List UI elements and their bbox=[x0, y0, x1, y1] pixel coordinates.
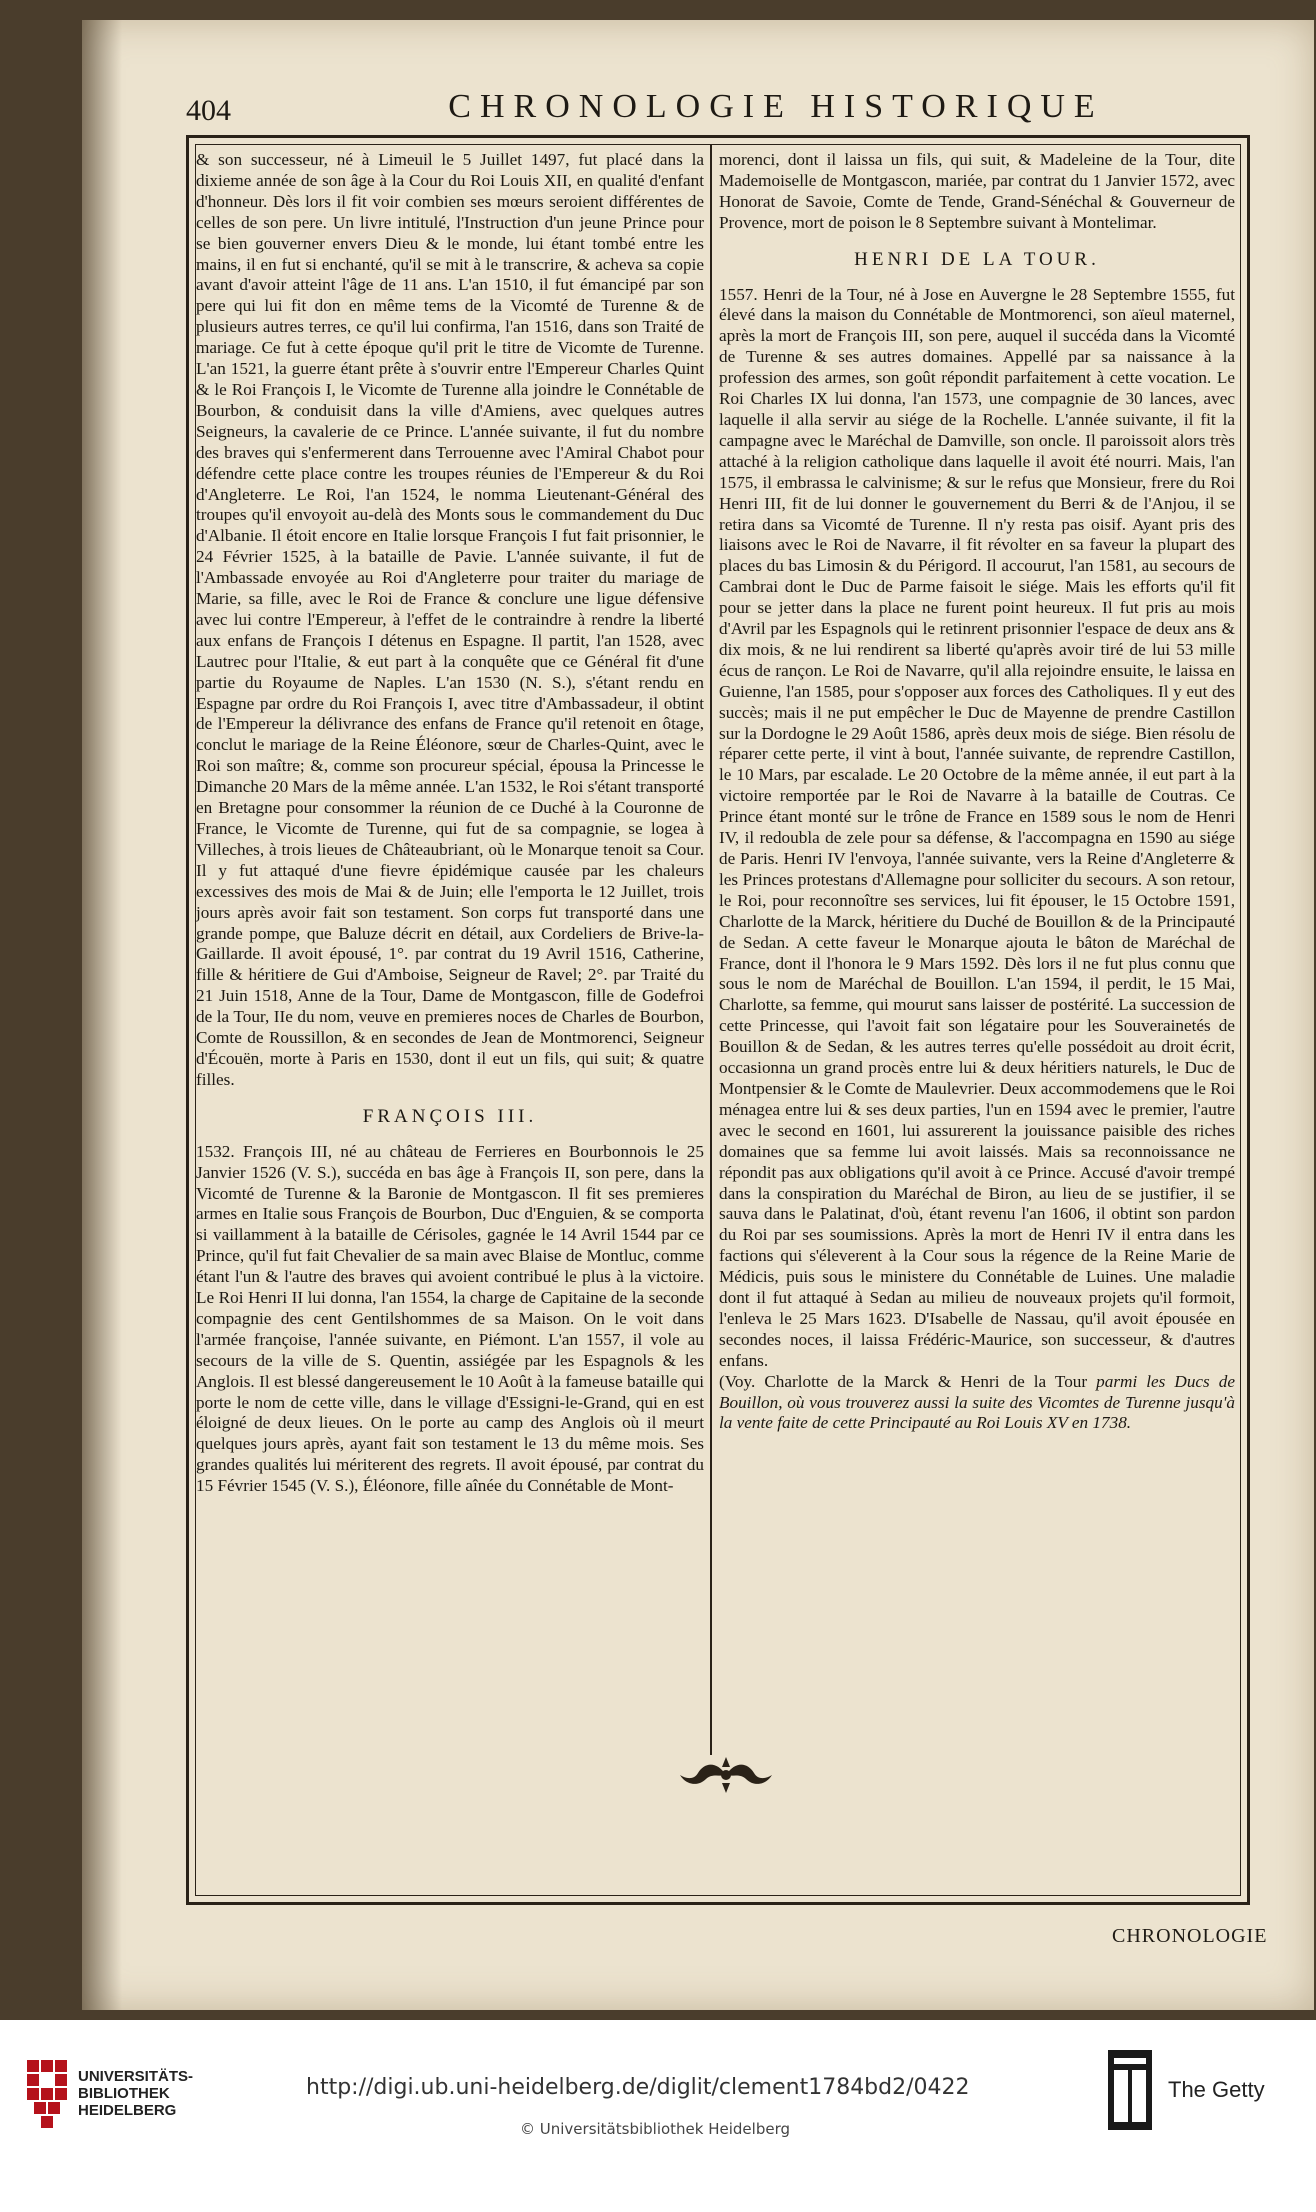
note-lead: (Voy. Charlotte de la Marck & Henri de la Tour bbox=[719, 1371, 1088, 1391]
left-paragraph-1: & son successeur, né à Limeuil le 5 Juillet 1497, fut placé dans la dixieme année de son âge à la Cour du Roi Louis XII, en qualité d'enfant d'honneur. Dès lors il fit voir combien ses mœurs seroient différentes de celles de son pere. Un livre intitulé, l'Instruction d'un jeune Prince pour se bien gouverner envers Dieu & le monde, lui étant tombé entre les mains, il en fut si enchanté, qu'il se mit à le transcrire, & acheva sa copie avant d'avoir atteint l'âge de 11 ans. L'an 1510, il fut émancipé par son pere qui lui fit don en même tems de la Vicomté de Turenne & de plusieurs autres terres, ce qu'il lui confirma, l'an 1516, dans son Traité de mariage. Ce fut à cette époque qu'il prit le titre de Vicomte de Turenne. L'an 1521, la guerre étant prête à s'ouvrir entre l'Empereur Charles Quint & le Roi François I, le Vicomte de Turenne alla joindre le Connétable de Bourbon, & conduisit dans la ville d'Amiens, avec quelques autres Seigneurs, la cavalerie de ce Prince. L'année suivante, il fut du nombre des braves qui s'enfermerent dans Terrouenne avec l'Amiral Chabot pour défendre cette place contre les troupes réunies de l'Empereur & du Roi d'Angleterre. Le Roi, l'an 1524, le nomma Lieutenant-Général des troupes qu'il envoyoit au-delà des Monts sous le commandement du Duc d'Albanie. Il étoit encore en Italie lorsque François I fut fait prisonnier, le 24 Février 1525, à la bataille de Pavie. L'année suivante, il fut de l'Ambassade envoyée au Roi d'Angleterre pour traiter du mariage de Marie, sa fille, avec le Roi de France & conclure une ligue défensive avec lui contre l'Empereur, à l'effet de le contraindre à rendre la liberté aux enfans de François I détenus en Espagne. Il partit, l'an 1528, avec Lautrec pour l'Italie, & eut part à la conquête que ce Général fit d'une partie du Royaume de Naples. L'an 1530 (N. S.), s'étant rendu en Espagne par ordre du Roi François I, avec titre d'Ambassadeur, il obtint de l'Empereur la délivrance des enfans de France qu'il retenoit en ôtage, conclut le mariage de la Reine Éléonore, sœur de Charles-Quint, avec le Roi son maître; &, comme son procureur spécial, épousa la Princesse le Dimanche 20 Mars de la même année. L'an 1532, le Roi s'étant transporté en Bretagne pour consommer la réunion de ce Duché à la Couronne de France, le Vicomte de Turenne, qui fut de sa compagnie, se logea à Villeches, à trois lieues de Châteaubriant, où le Monarque tenoit sa Cour. Il y fut attaqué d'une fievre épidémique causée par les chaleurs excessives des mois de Mai & de Juin; elle l'emporta le 12 Juillet, trois jours après avoir fait son testament. Son corps fut transporté dans une grande pompe, que Baluze décrit en détail, aux Cordeliers de Brive-la-Gaillarde. Il avoit épousé, 1°. par contrat du 19 Avril 1516, Catherine, fille & héritiere de Gui d'Amboise, Seigneur de Ravel; 2°. par Traité du 21 Juin 1518, Anne de la Tour, Dame de Montgascon, fille de Godefroi de la Tour, IIe du nom, veuve en premieres noces de Charles de Bourbon, Comte de Roussillon, & en secondes de Jean de Montmorenci, Seigneur d'Écouën, morte à Paris en 1530, dont il eut un fils, qui suit; & quatre filles. bbox=[196, 150, 704, 1089]
right-paragraph-2: 1557. Henri de la Tour, né à Jose en Auvergne le 28 Septembre 1555, fut élevé dans la maison du Connétable de Montmorenci, son aïeul maternel, après la mort de François III, son pere, auquel il succéda dans la Vicomté de Turenne & ses autres domaines. Appellé par sa naissance à la profession des armes, son goût répondit parfaitement à cette vocation. Le Roi Charles IX lui donna, l'an 1573, une compagnie de 30 lances, avec laquelle il alla servir au siége de la Rochelle. L'année suivante, il fit la campagne avec le Maréchal de Damville, son oncle. Il paroissoit alors très attaché à la religion catholique dans laquelle il avoit été nourri. Mais, l'an 1575, il embrassa le calvinisme; & sur le refus que Monsieur, frere du Roi Henri III, fit de lui donner le gouvernement du Berri & de l'Anjou, il se retira dans sa Vicomté de Turenne. Il n'y resta pas oisif. Ayant pris des liaisons avec le Roi de Navarre, il fit révolter en sa faveur la plupart des places du bas Limosin & du Périgord. Il accourut, l'an 1581, au secours de Cambrai dont le Duc de Parme faisoit le siége. Mais les efforts qu'il fit pour se jetter dans la place ne furent point heureux. Il fut pris au mois d'Avril par les Espagnols qui le retinrent prisonnier l'espace de deux ans & dix mois, & ne lui rendirent sa liberté qu'après avoir tiré de lui 53 mille écus de rançon. Le Roi de Navarre, qu'il alla rejoindre ensuite, le laissa en Guienne, l'an 1585, pour s'opposer aux forces des Catholiques. Il y eut des succès; mais il ne put empêcher le Duc de Mayenne de prendre Castillon sur la Dordogne le 29 Août 1586, après deux mois de siége. Bien résolu de réparer cette perte, il vint à bout, l'année suivante, de reprendre Castillon, le 10 Mars, par escalade. Le 20 Octobre de la même année, il eut part à la victoire remportée par le Roi de Navarre à la bataille de Coutras. Ce Prince étant monté sur le trône de France en 1589 sous le nom de Henri IV, il redoubla de zele pour sa défense, & l'accompagna en 1590 au siége de Paris. Henri IV l'envoya, l'année suivante, vers la Reine d'Angleterre & les Princes protestans d'Allemagne pour solliciter du secours. A son retour, le Roi, pour reconnoître ses services, lui fit épouser, le 15 Octobre 1591, Charlotte de la Marck, héritiere du Duché de Bouillon & de la Principauté de Sedan. A cette faveur le Monarque ajouta le bâton de Maréchal de France, dont il l'honora le 9 Mars 1592. Dès lors il ne fut plus connu que sous le nom de Maréchal de Bouillon. L'an 1594, il perdit, le 15 Mai, Charlotte, sa femme, qui mourut sans laisser de postérité. La succession de cette Princesse, qui l'avoit fait son légataire pour les Souverainetés de Bouillon & de Sedan, & les autres terres qu'elle possédoit au droit écrit, occasionna un grand procès entre lui & deux héritiers naturels, le Duc de Montpensier & le Comte de Maulevrier. Deux accommodemens que le Roi ménagea entre lui & ses deux parties, l'un en 1594 avec le premier, l'autre avec le second en 1601, lui assurerent la jouissance paisible des riches domaines que sa femme lui avoit laissés. Mais sa reconnoissance ne répondit pas aux obligations qu'il avoit à ce Prince. Accusé d'avoir trempé dans la conspiration du Maréchal de Biron, au lieu de se justifier, il se sauva dans le Palatinat, d'où, étant revenu l'an 1606, il obtint son pardon du Roi par ses soumissions. Après la mort de Henri IV il entra dans les factions qui s'éleverent à la Cour sous la régence de la Reine Marie de Médicis, puis sous le ministere du Connétable de Luines. Une maladie dont il fut attaqué à Sedan au milieu de nouveaux projets qu'il formoit, l'enleva le 25 Mars 1623. D'Isabelle de Nassau, qu'il avoit épousée en secondes noces, il laissa Frédéric-Maurice, son successeur, & d'autres enfans. bbox=[719, 284, 1235, 1370]
catchword: CHRONOLOGIE bbox=[1112, 1925, 1268, 1947]
partner-name: The Getty bbox=[1168, 2077, 1265, 2102]
page-number: 404 bbox=[186, 94, 231, 127]
running-title: CHRONOLOGIE HISTORIQUE bbox=[448, 88, 1104, 125]
library-name-line-3: HEIDELBERG bbox=[78, 2102, 177, 2119]
university-library-logo-icon bbox=[25, 2058, 71, 2130]
getty-logo-icon bbox=[1108, 2050, 1152, 2130]
left-column bbox=[196, 150, 704, 1497]
library-name bbox=[78, 2068, 193, 2119]
page-header bbox=[186, 88, 1250, 132]
right-paragraph-1: morenci, dont il laissa un fils, qui suit, & Madeleine de la Tour, dite Mademoiselle de Montgascon, mariée, par contrat du 1 Janvier 1572, avec Honorat de Savoie, Comte de Tende, Grand-Sénéchal & Gouverneur de Provence, mort de poison le 8 Septembre suivant à Montelimar. bbox=[719, 150, 1235, 232]
column-rule bbox=[710, 145, 712, 1755]
viewer-footer bbox=[0, 2020, 1316, 2212]
library-name-line-2: BIBLIOTHEK bbox=[78, 2085, 170, 2102]
right-column bbox=[719, 150, 1235, 1434]
printer-ornament-icon bbox=[676, 1755, 776, 1795]
section-heading-francois-iii: FRANÇOIS III. bbox=[362, 1105, 538, 1127]
copyright-notice: © Universitätsbibliothek Heidelberg bbox=[520, 2120, 791, 2138]
section-heading-henri-de-la-tour: HENRI DE LA TOUR. bbox=[854, 248, 1100, 270]
page-gutter-shadow bbox=[82, 20, 122, 2010]
right-note bbox=[719, 1372, 1235, 1435]
note-italic: parmi les Ducs de Bouillon, où vous trouverez aussi la suite des Vicomtes de Turenne jusqu'à la vente faite de cette Principauté au Roi Louis XV en 1738. bbox=[719, 1371, 1235, 1433]
permalink-url[interactable]: http://digi.ub.uni-heidelberg.de/diglit/clement1784bd2/0422 bbox=[306, 2075, 970, 2100]
library-name-line-1: UNIVERSITÄTS- bbox=[78, 2068, 194, 2085]
left-paragraph-2: 1532. François III, né au château de Ferrieres en Bourbonnois le 25 Janvier 1526 (V. S.), succéda en bas âge à François II, son pere, dans la Vicomté de Turenne & la Baronie de Montgascon. Il fit ses premieres armes en Italie sous François de Bourbon, Duc d'Enguien, & se comporta si vaillamment à la bataille de Cérisoles, gagnée le 14 Avril 1544 par ce Prince, qu'il fut fait Chevalier de sa main avec Blaise de Montluc, comme étant l'un & l'autre des braves qui avoient contribué le plus à la victoire. Le Roi Henri II lui donna, l'an 1554, la charge de Capitaine de la seconde compagnie des cent Gentilshommes de sa Maison. On le voit dans l'armée françoise, l'année suivante, en Piémont. L'an 1557, il vole au secours de la ville de S. Quentin, assiégée par les Espagnols & les Anglois. Il est blessé dangereusement le 10 Août à la fameuse bataille qui porte le nom de cette ville, dans le village d'Essigni-le-Grand, qui en est éloigné de deux lieues. On le porte au camp des Anglois où il meurt quelques jours après, ayant fait son testament le 13 du même mois. Ses grandes qualités lui mériterent des regrets. Il avoit épousé, par contrat du 15 Février 1545 (V. S.), Éléonore, fille aînée du Connétable de Mont- bbox=[196, 1141, 704, 1496]
